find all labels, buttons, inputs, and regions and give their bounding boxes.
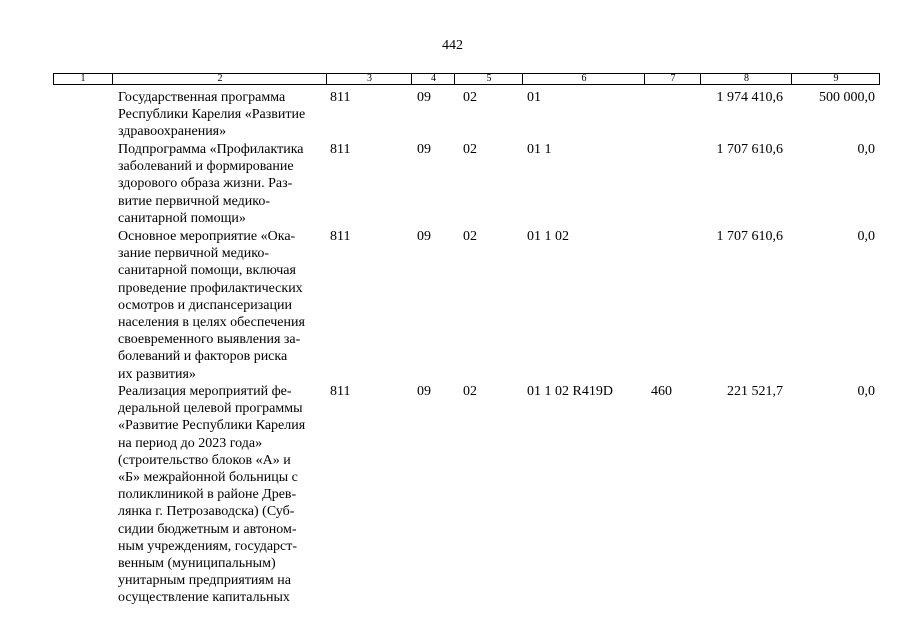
- row-name: Государственная программа Республики Карелия «Развитие здравоохранения»: [118, 90, 306, 140]
- row-col4: 09: [417, 142, 431, 157]
- column-number-5: 5: [454, 74, 523, 84]
- row-col3: 811: [330, 142, 351, 157]
- row-col8: 221 521,7: [727, 384, 783, 399]
- row-col9: 0,0: [857, 142, 875, 157]
- row-col5: 02: [463, 229, 477, 244]
- row-name: Реализация мероприятий фе- деральной целевой программы «Развитие Республики Карелия на период до 2023 года» (строительство блоков «А» и «Б» межрайонной больницы с поликлиникой в районе Древ- лянка г. Петрозаводска) (Суб- сидии бюджетным и автоном- ным учреждениям, государст- венным (муниципальным) унитарным предприятиям на осуществление капитальных: [118, 384, 306, 606]
- column-number-7: 7: [644, 74, 701, 84]
- column-number-8: 8: [700, 74, 792, 84]
- row-col4: 09: [417, 90, 431, 105]
- column-number-2: 2: [112, 74, 327, 84]
- column-number-4: 4: [411, 74, 455, 84]
- row-col5: 02: [463, 384, 477, 399]
- row-col6: 01 1: [527, 142, 552, 157]
- row-name: Подпрограмма «Профилактика заболеваний и формирование здорового образа жизни. Раз- витие первичной медико- санитарной помощи»: [118, 142, 304, 226]
- column-number-3: 3: [326, 74, 412, 84]
- row-col6: 01: [527, 90, 541, 105]
- column-number-header: [53, 73, 880, 85]
- row-col8: 1 707 610,6: [716, 142, 783, 157]
- column-number-9: 9: [791, 74, 880, 84]
- row-col9: 0,0: [857, 384, 875, 399]
- page-number: 442: [442, 38, 463, 53]
- row-name: Основное мероприятие «Ока- зание первичной медико- санитарной помощи, включая проведение профилактических осмотров и диспансеризации населения в целях обеспечения своевременного выявления за- болеваний и факторов риска их развития»: [118, 229, 305, 382]
- row-col3: 811: [330, 229, 351, 244]
- row-col3: 811: [330, 384, 351, 399]
- row-col7: 460: [651, 384, 672, 399]
- row-col4: 09: [417, 384, 431, 399]
- row-col5: 02: [463, 90, 477, 105]
- row-col8: 1 974 410,6: [716, 90, 783, 105]
- row-col6: 01 1 02: [527, 229, 569, 244]
- row-col6: 01 1 02 R419D: [527, 384, 613, 399]
- column-number-1: 1: [80, 73, 86, 84]
- row-col5: 02: [463, 142, 477, 157]
- row-col9: 0,0: [857, 229, 875, 244]
- row-col8: 1 707 610,6: [716, 229, 783, 244]
- row-col4: 09: [417, 229, 431, 244]
- column-number-6: 6: [522, 74, 645, 84]
- row-col3: 811: [330, 90, 351, 105]
- row-col9: 500 000,0: [819, 90, 875, 105]
